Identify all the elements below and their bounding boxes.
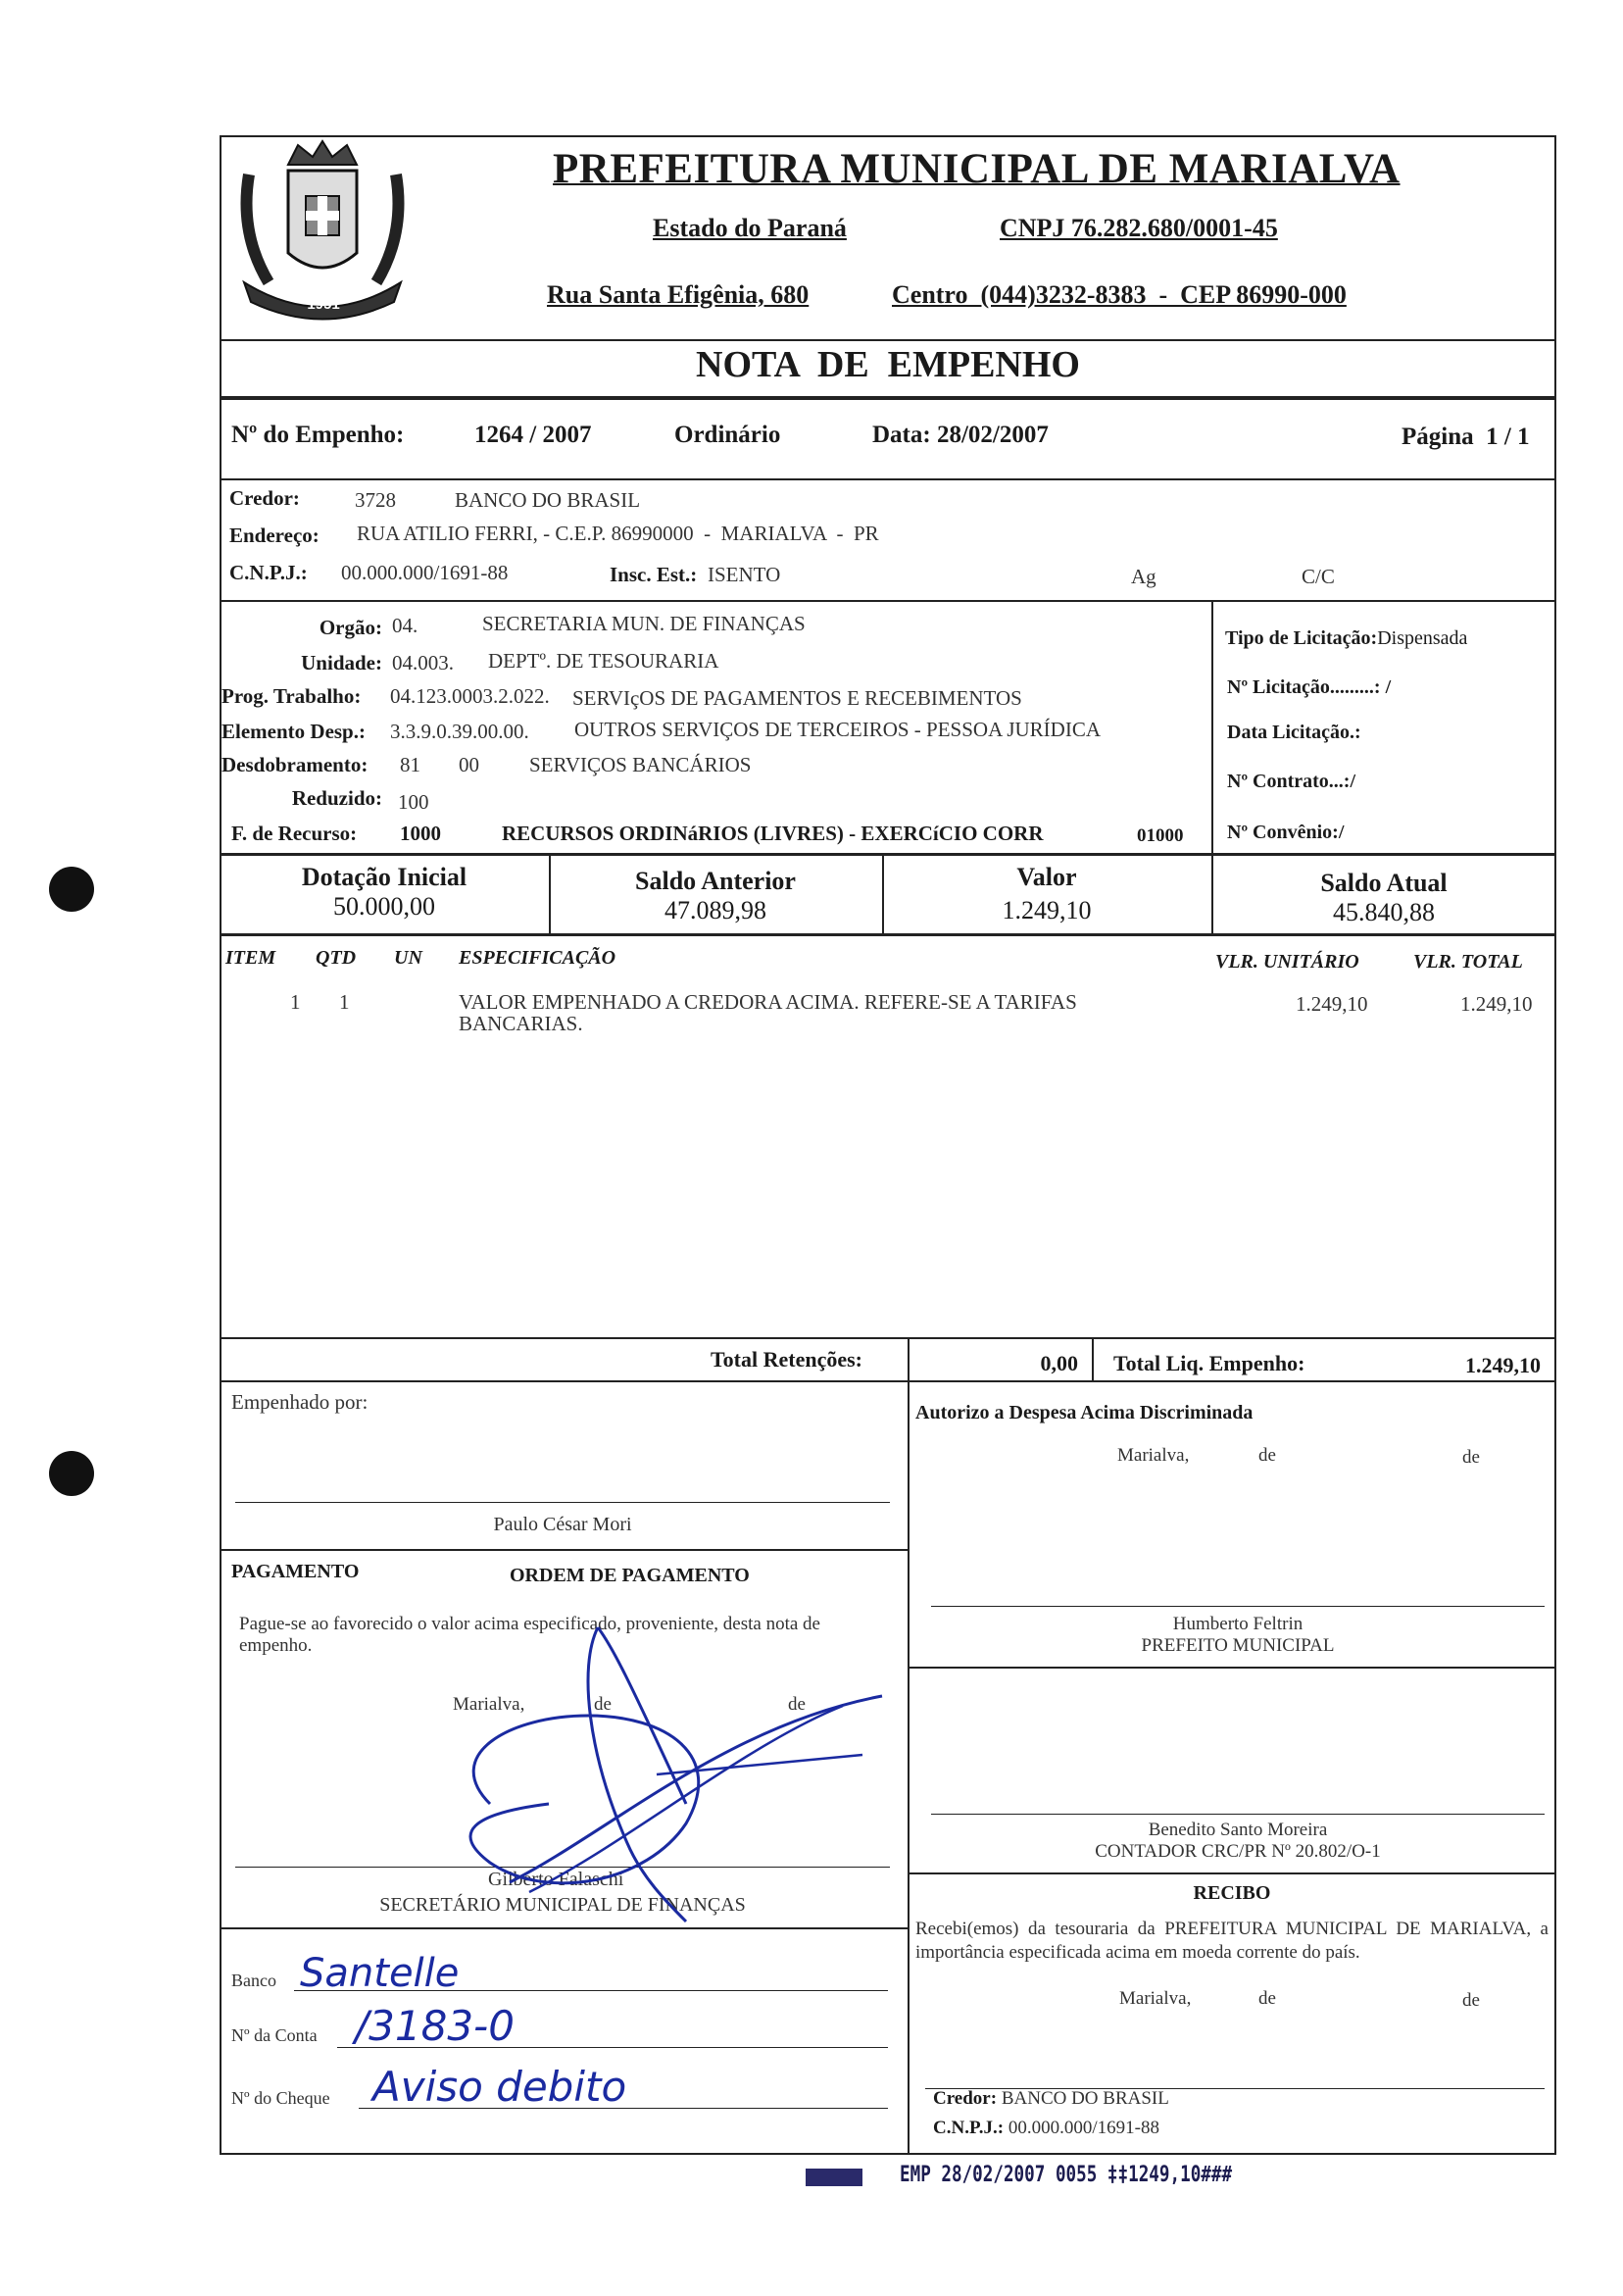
recibo-de1: de <box>1258 1988 1276 2009</box>
elemento-label: Elemento Desp.: <box>221 720 366 743</box>
autorizo-de2: de <box>1462 1447 1480 1468</box>
item-number: 1 <box>290 990 301 1014</box>
punch-hole-bottom <box>49 1451 94 1496</box>
divider <box>908 1337 910 2153</box>
dotacao-label: Dotação Inicial <box>301 863 467 891</box>
cnpj-label: C.N.P.J.: <box>229 561 308 584</box>
prefeito-title: PREFEITO MUNICIPAL <box>1141 1635 1335 1656</box>
contador-title: CONTADOR CRC/PR Nº 20.802/O-1 <box>1095 1841 1381 1862</box>
retencoes-value: 0,00 <box>1040 1351 1078 1375</box>
col-spec: ESPECIFICAÇÃO <box>459 947 616 969</box>
recibo-credor-name: BANCO DO BRASIL <box>1001 2088 1169 2109</box>
recibo-de2: de <box>1462 1990 1480 2011</box>
liquido-value: 1.249,10 <box>1465 1353 1541 1377</box>
secretario-title: SECRETÁRIO MUNICIPAL DE FINANÇAS <box>379 1894 746 1916</box>
banco-label: Banco <box>231 1971 276 1990</box>
payment-de1: de <box>594 1694 612 1715</box>
empenho-type: Ordinário <box>674 422 781 448</box>
valor-label: Valor <box>1016 863 1077 891</box>
saldo-atual-label: Saldo Atual <box>1320 869 1448 897</box>
desdobramento-label: Desdobramento: <box>221 753 369 776</box>
col-un: UN <box>394 947 422 969</box>
recibo-label: RECIBO <box>1193 1882 1271 1904</box>
credor-label: Credor: <box>229 486 300 510</box>
prog-code: 04.123.0003.2.022. <box>390 684 550 708</box>
contador-name: Benedito Santo Moreira <box>1148 1820 1328 1840</box>
divider <box>220 933 1556 936</box>
saldo-anterior-value: 47.089,98 <box>664 896 766 924</box>
licitacao-type-value: Dispensada <box>1377 627 1468 649</box>
col-item: ITEM <box>225 947 276 969</box>
item-total-value: 1.249,10 <box>1460 992 1533 1016</box>
conta-handwritten: /3183-0 <box>355 2002 515 2050</box>
liquido-label: Total Liq. Empenho: <box>1113 1351 1305 1375</box>
saldo-anterior-label: Saldo Anterior <box>635 867 796 895</box>
divider <box>220 478 1556 480</box>
recibo-cnpj-value: 00.000.000/1691-88 <box>1008 2118 1159 2138</box>
recibo-cnpj-label: C.N.P.J.: <box>933 2118 1005 2138</box>
mechanical-stamp: EMP 28/02/2007 0055 ‡‡1249,10### <box>900 2163 1233 2187</box>
cheque-label: Nº do Cheque <box>231 2088 330 2108</box>
pague-text: Pague-se ao favorecido o valor acima especificado, proveniente, desta nota de empenho. <box>239 1614 820 1656</box>
unidade-code: 04.003. <box>392 651 454 674</box>
divider <box>1211 600 1213 853</box>
recibo-cnpj <box>933 2118 1159 2139</box>
account-label: C/C <box>1302 565 1335 588</box>
convenio-number: Nº Convênio:/ <box>1227 822 1345 843</box>
credor-cnpj: 00.000.000/1691-88 <box>341 561 509 584</box>
bank-logo-icon <box>806 2169 862 2186</box>
divider <box>908 1667 1556 1669</box>
licitacao-number: Nº Licitação.........: / <box>1227 676 1392 698</box>
recibo-city: Marialva, <box>1119 1988 1192 2009</box>
recibo-credor-label: Credor: <box>933 2088 998 2109</box>
empenho-number-label: Nº do Empenho: <box>231 422 405 448</box>
municipal-seal <box>229 135 416 331</box>
desdobramento-desc: SERVIÇOS BANCÁRIOS <box>529 753 752 776</box>
valor-value: 1.249,10 <box>1002 896 1092 924</box>
divider <box>220 339 1556 341</box>
credor-name: BANCO DO BRASIL <box>455 488 641 512</box>
recurso-code: 1000 <box>400 822 441 845</box>
recurso-desc: RECURSOS ORDINáRIOS (LIVRES) - EXERCíCIO CORR <box>502 822 1044 845</box>
elemento-code: 3.3.9.0.39.00.00. <box>390 720 529 743</box>
reduzido-label: Reduzido: <box>291 786 382 810</box>
retencoes-label: Total Retenções: <box>711 1347 862 1372</box>
unidade-label: Unidade: <box>301 651 382 674</box>
divider <box>220 853 1556 856</box>
divider <box>908 1872 1556 1874</box>
col-qtd: QTD <box>316 947 357 969</box>
street-address: Rua Santa Efigênia, 680 <box>547 280 810 309</box>
licitacao-date: Data Licitação.: <box>1227 722 1361 743</box>
punch-hole-top <box>49 867 94 912</box>
payment-city: Marialva, <box>453 1694 525 1715</box>
divider <box>220 1380 1556 1382</box>
empenhado-name: Paulo César Mori <box>493 1514 632 1535</box>
autorizo-city: Marialva, <box>1117 1445 1190 1466</box>
empenhado-label: Empenhado por: <box>231 1390 369 1414</box>
divider <box>220 396 1556 400</box>
page-title: PREFEITURA MUNICIPAL DE MARIALVA <box>553 146 1401 192</box>
agency-label: Ag <box>1131 565 1156 588</box>
cnpj-header: CNPJ 76.282.680/0001-45 <box>1000 214 1278 242</box>
banco-handwritten: Santelle <box>300 1951 460 1996</box>
secretario-name: Gilberto Falaschi <box>488 1869 624 1890</box>
handwritten-signature <box>431 1608 902 1931</box>
licitacao-type-label <box>1225 627 1467 650</box>
reduzido-value: 100 <box>398 790 429 814</box>
divider <box>220 600 1556 602</box>
elemento-desc: OUTROS SERVIÇOS DE TERCEIROS - PESSOA JURÍDICA <box>574 718 1102 741</box>
col-unit-value: VLR. UNITÁRIO <box>1215 951 1359 973</box>
prog-desc: SERVIçOS DE PAGAMENTOS E RECEBIMENTOS <box>572 686 1022 710</box>
cheque-handwritten: Aviso debito <box>372 2063 627 2111</box>
empenho-date: Data: 28/02/2007 <box>872 422 1049 448</box>
state-name: Estado do Paraná <box>653 214 847 242</box>
conta-label: Nº da Conta <box>231 2025 318 2045</box>
autorizo-de1: de <box>1258 1445 1276 1466</box>
signature-line <box>235 1502 890 1503</box>
ordem-pagamento-label: ORDEM DE PAGAMENTO <box>510 1565 750 1586</box>
autorizo-label: Autorizo a Despesa Acima Discriminada <box>915 1402 1254 1423</box>
recibo-text: Recebi(emos) da tesouraria da PREFEITURA MUNICIPAL DE MARIALVA, a importância especificada acima em moeda corrente do país. <box>915 1919 1549 1963</box>
licitacao-type-label-text: Tipo de Licitação: <box>1225 627 1378 649</box>
page-number: Página 1 / 1 <box>1402 424 1530 450</box>
pagamento-label: PAGAMENTO <box>231 1561 360 1582</box>
credor-address: RUA ATILIO FERRI, - C.E.P. 86990000 - MARIALVA - PR <box>357 522 879 545</box>
prog-label: Prog. Trabalho: <box>221 684 362 708</box>
signature-line <box>931 1814 1545 1815</box>
recurso-source: 01000 <box>1137 825 1184 846</box>
prefeito-name: Humberto Feltrin <box>1172 1614 1303 1634</box>
credor-code: 3728 <box>355 488 396 512</box>
col-total-value: VLR. TOTAL <box>1413 951 1523 973</box>
orgao-label: Orgão: <box>319 616 382 639</box>
dotacao-value: 50.000,00 <box>333 892 435 921</box>
contact-info: Centro (044)3232-8383 - CEP 86990-000 <box>892 280 1347 309</box>
orgao-desc: SECRETARIA MUN. DE FINANÇAS <box>482 612 806 635</box>
item-spec-line1: VALOR EMPENHADO A CREDORA ACIMA. REFERE-SE A TARIFAS <box>459 990 1077 1014</box>
insc-label: Insc. Est.: <box>610 563 698 586</box>
address-label: Endereço: <box>229 524 320 547</box>
divider <box>220 1549 908 1551</box>
desdobramento-b: 00 <box>459 753 479 776</box>
contrato-number: Nº Contrato...:/ <box>1227 771 1356 792</box>
insc-value: ISENTO <box>708 563 781 586</box>
doc-title: NOTA DE EMPENHO <box>696 344 1080 385</box>
divider <box>220 1337 1556 1339</box>
recurso-label: F. de Recurso: <box>231 822 358 845</box>
item-unit-value: 1.249,10 <box>1296 992 1368 1016</box>
divider <box>1092 1337 1094 1380</box>
saldo-atual-value: 45.840,88 <box>1333 898 1435 926</box>
orgao-code: 04. <box>392 614 418 637</box>
desdobramento-a: 81 <box>400 753 420 776</box>
signature-line <box>931 1606 1545 1607</box>
payment-de2: de <box>788 1694 806 1715</box>
item-qty: 1 <box>339 990 350 1014</box>
empenho-number: 1264 / 2007 <box>474 422 592 448</box>
item-spec-line2: BANCARIAS. <box>459 1012 583 1035</box>
unidade-desc: DEPTº. DE TESOURARIA <box>488 649 719 673</box>
seal-ribbon-text: MARIALVA 1951 <box>285 279 362 313</box>
recibo-credor <box>933 2088 1169 2110</box>
